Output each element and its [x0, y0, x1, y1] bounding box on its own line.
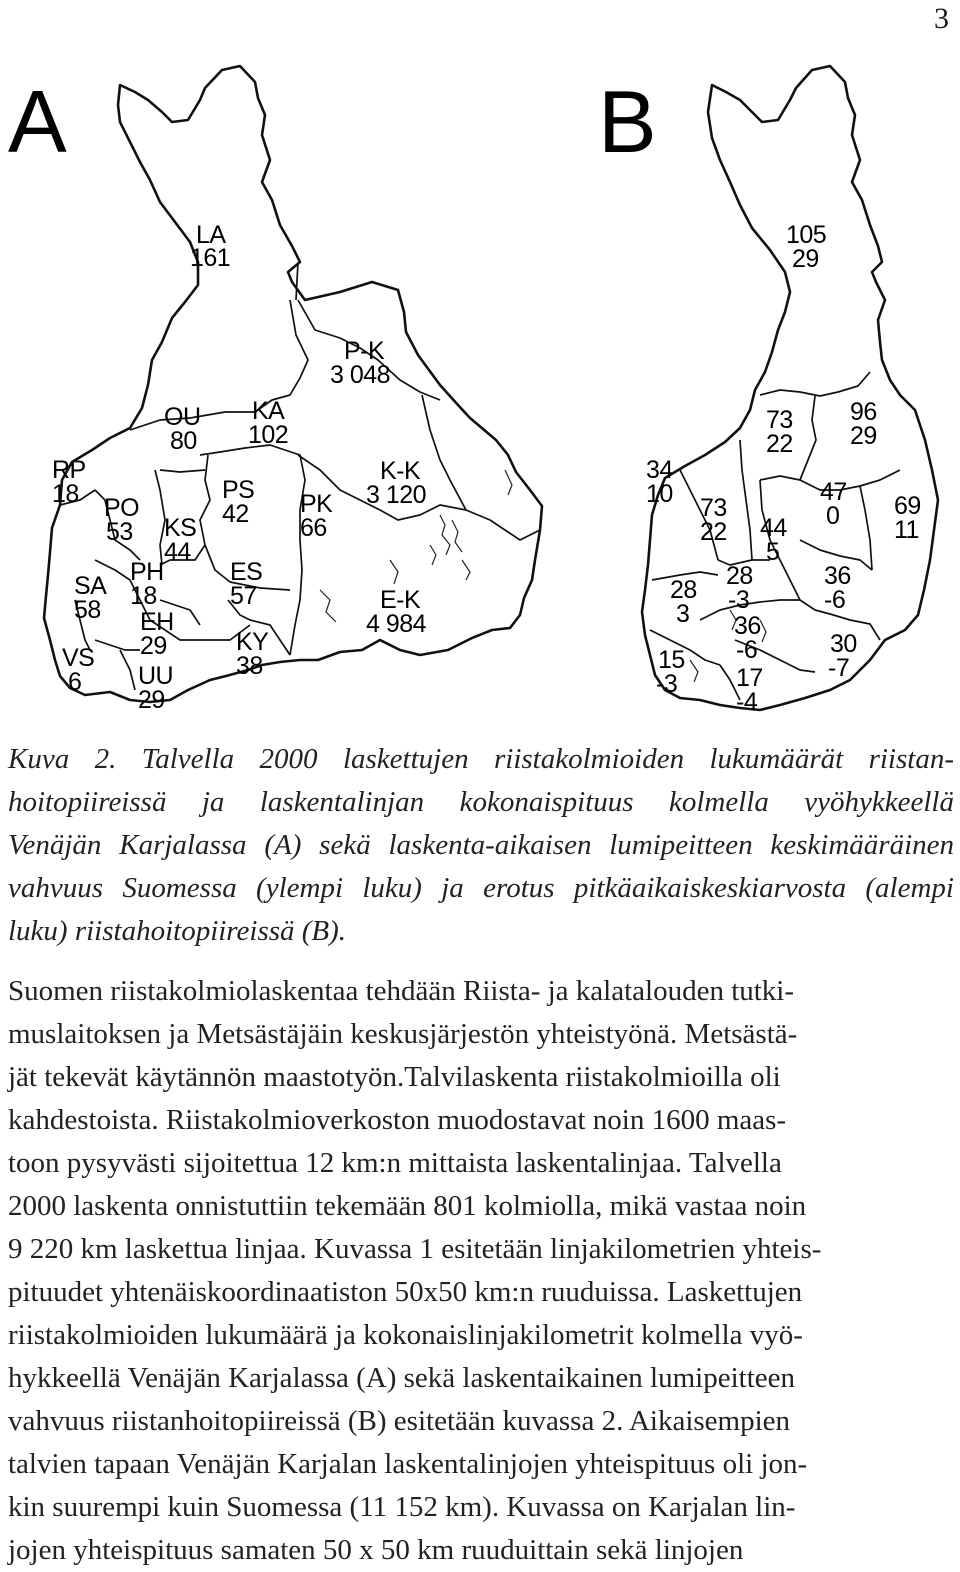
region-lower-3: 29 — [850, 422, 877, 450]
body-line: hykkeellä Venäjän Karjalassa (A) sekä laskentaikainen lumipeitteen — [8, 1362, 795, 1394]
body-line: talvien tapaan Venäjän Karjalan laskentalinjojen yhteispituus oli jon- — [8, 1448, 808, 1480]
caption-line: luku) riistahoitopiireissä (B). — [8, 915, 347, 947]
region-label-eh: EH — [140, 608, 174, 636]
region-upper-8: 44 — [760, 514, 787, 542]
body-line: Suomen riistakolmiolaskentaa tehdään Riista- ja kalatalouden tutki- — [8, 975, 795, 1007]
region-label-ky: KY — [236, 628, 269, 656]
body-line: muslaitoksen ja Metsästäjäin keskusjärjestön yhteistyönä. Metsästä- — [8, 1018, 798, 1050]
body-line: jojen yhteispituus samaten 50 x 50 km ruuduittain sekä linjojen — [8, 1534, 744, 1566]
region-label-p-k: P-K — [344, 337, 385, 365]
region-upper-2: 73 — [766, 406, 793, 434]
region-upper-12: 36 — [734, 612, 761, 640]
body-line: kahdestoista. Riistakolmioverkoston muodostavat noin 1600 maas- — [8, 1104, 787, 1136]
body-line: 9 220 km laskettua linjaa. Kuvassa 1 esitetään linjakilometrien yhteis- — [8, 1233, 822, 1265]
body-line: 2000 laskenta onnistuttiin tekemään 801 kolmiolla, mikä vastaa noin — [8, 1190, 807, 1222]
body-line: jät tekevät käytännön maastotyön.Talvilaskenta riistakolmioilla oli — [8, 1061, 781, 1093]
region-lower-14: -3 — [656, 670, 678, 698]
region-label-vs: VS — [62, 644, 95, 672]
region-value-uu: 29 — [138, 686, 165, 714]
map-a — [8, 66, 542, 714]
region-lower-8: 5 — [766, 538, 780, 566]
region-lower-15: -4 — [736, 688, 758, 716]
region-value-ky: 38 — [236, 652, 263, 680]
region-upper-5: 73 — [700, 494, 727, 522]
region-lower-10: -6 — [824, 586, 846, 614]
region-lower-11: 3 — [676, 600, 690, 628]
region-upper-6: 47 — [820, 478, 847, 506]
maps-svg — [0, 40, 960, 730]
region-upper-10: 36 — [824, 562, 851, 590]
caption-line: Kuva 2. Talvella 2000 laskettujen riistakolmioiden lukumäärät riistan- — [8, 743, 954, 775]
region-lower-5: 22 — [700, 518, 727, 546]
region-label-k-k: K-K — [380, 457, 421, 485]
region-label-ps: PS — [222, 476, 255, 504]
region-label-sa: SA — [74, 572, 107, 600]
region-upper-11: 28 — [670, 576, 697, 604]
region-value-sa: 58 — [74, 596, 101, 624]
region-label-uu: UU — [138, 662, 174, 690]
region-value-ou: 80 — [170, 427, 197, 455]
region-label-la: LA — [196, 221, 226, 249]
region-value-ks: 44 — [164, 538, 191, 566]
region-upper-13: 30 — [830, 630, 857, 658]
region-upper-4: 34 — [646, 456, 673, 484]
region-value-eh: 29 — [140, 632, 167, 660]
region-value-rp: 18 — [52, 480, 79, 508]
region-lower-12: -6 — [736, 636, 758, 664]
caption-line: vahvuus Suomessa (ylempi luku) ja erotus pitkäaikaiskeskiarvosta (alempi — [8, 872, 954, 904]
map-b-letter: B — [598, 72, 657, 171]
region-value-ps: 42 — [222, 500, 249, 528]
region-upper-14: 15 — [658, 646, 685, 674]
region-lower-7: 11 — [894, 516, 919, 544]
region-label-es: ES — [230, 558, 263, 586]
region-label-po: PO — [104, 494, 140, 522]
body-line: pituudet yhtenäiskoordinaatiston 50x50 km:n ruuduissa. Laskettujen — [8, 1276, 803, 1308]
region-value-e-k: 4 984 — [366, 610, 427, 638]
region-label-ka: KA — [252, 397, 285, 425]
region-value-po: 53 — [106, 518, 133, 546]
map-a-region-borders — [60, 262, 540, 690]
body-line: kin suurempi kuin Suomessa (11 152 km). Kuvassa on Karjalan lin- — [8, 1491, 796, 1523]
figure-caption — [8, 738, 954, 953]
region-lower-9: -3 — [728, 586, 750, 614]
body-line: riistakolmioiden lukumäärä ja kokonaislinjakilometrit kolmella vyö- — [8, 1319, 803, 1351]
region-value-es: 57 — [230, 582, 257, 610]
region-value-vs: 6 — [68, 668, 82, 696]
caption-line: Venäjän Karjalassa (A) sekä laskenta-aikaisen lumipeitteen keskimääräinen — [8, 829, 954, 861]
region-upper-1: 105 — [786, 221, 827, 249]
caption-line: hoitopiireissä ja laskentalinjan kokonaispituus kolmella vyöhykkeellä — [8, 786, 954, 818]
region-value-pk: 66 — [300, 514, 327, 542]
region-value-ka: 102 — [248, 421, 289, 449]
region-lower-4: 10 — [646, 480, 673, 508]
region-upper-3: 96 — [850, 398, 877, 426]
map-a-outline — [44, 66, 542, 702]
region-lower-13: -7 — [828, 654, 850, 682]
region-label-ph: PH — [130, 558, 164, 586]
body-line: vahvuus riistanhoitopiireissä (B) esitetään kuvassa 2. Aikaisempien — [8, 1405, 791, 1437]
region-label-ou: OU — [164, 403, 201, 431]
region-upper-7: 69 — [894, 492, 921, 520]
region-value-ph: 18 — [130, 582, 157, 610]
region-label-rp: RP — [52, 456, 86, 484]
map-a-letter: A — [8, 72, 67, 171]
region-upper-9: 28 — [726, 562, 753, 590]
region-lower-2: 22 — [766, 430, 793, 458]
region-value-k-k: 3 120 — [366, 481, 427, 509]
map-b — [598, 66, 938, 716]
region-label-ks: KS — [164, 514, 197, 542]
figure-maps — [0, 40, 960, 730]
body-line: toon pysyvästi sijoitettua 12 km:n mittaista laskentalinjaa. Talvella — [8, 1147, 782, 1179]
region-value-p-k: 3 048 — [330, 361, 391, 389]
region-label-e-k: E-K — [380, 586, 421, 614]
region-value-la: 161 — [190, 244, 231, 272]
region-lower-1: 29 — [792, 245, 819, 273]
body-paragraph — [8, 970, 954, 1572]
region-lower-6: 0 — [826, 502, 840, 530]
region-upper-15: 17 — [736, 664, 763, 692]
page-number: 3 — [934, 2, 949, 35]
region-label-pk: PK — [300, 490, 333, 518]
